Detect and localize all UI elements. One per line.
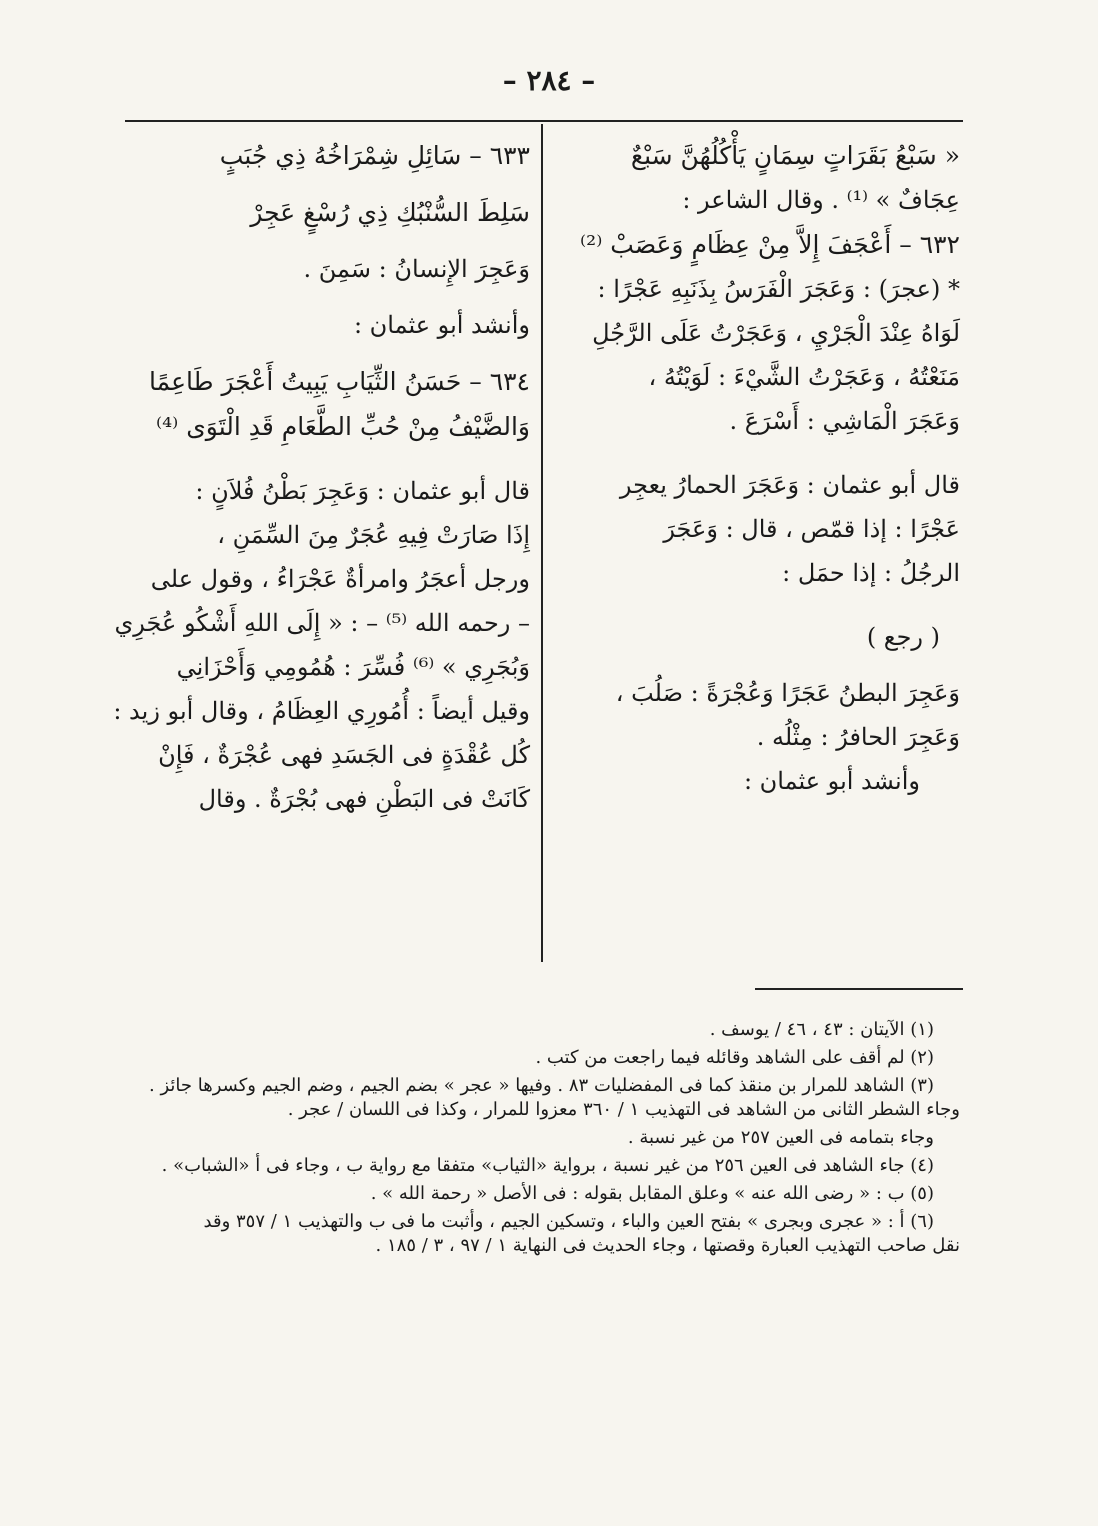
footnote-6: (٦) أ : « عجرى وبجرى » بفتح العين والباء ، وتسكين الجيم ، وأثبت ما فى ب والتهذيب ١ / ٣٥٧ وقد <box>203 1211 934 1232</box>
footnote-5: (٥) ب : « رضى الله عنه » وعلق المقابل بقوله : فى الأصل « رحمة الله » . <box>370 1183 934 1204</box>
left-line-9: ورجل أعجَرُ وامرأةٌ عَجْرَاءُ ، وقول على <box>150 565 530 593</box>
left-line-7: قال أبو عثمان : وَعَجِرَ بَطْنُ فُلاَنٍ : <box>195 477 530 505</box>
footnote-3-cont-2: وجاء بتمامه فى العين ٢٥٧ من غير نسبة . <box>627 1127 934 1148</box>
footnote-4: (٤) جاء الشاهد فى العين ٢٥٦ من غير نسبة ، برواية «الثياب» متفقا مع رواية ب ، وجاء فى أ «الشباب» . <box>161 1155 934 1176</box>
left-line-11: وَبُجَرِي » ⁽⁶⁾ فُسِّرَ : هُمُومِي وَأَحْزَانِي <box>176 653 530 681</box>
footnote-3: (٣) الشاهد للمرار بن منقذ كما فى المفضليات ٨٣ . وفيها « عجر » بضم الجيم ، وضم الجيم وكسرها جائز . <box>149 1075 934 1096</box>
section-heading: ( رجع ) <box>866 623 940 651</box>
right-line-5: لَوَاهُ عِنْدَ الْجَرْيِ ، وَعَجَرْتُ عَلَى الرَّجُلِ <box>592 319 960 347</box>
right-line-1: « سَبْعُ بَقَرَاتٍ سِمَانٍ يَأْكُلُهُنَّ سَبْعٌ <box>630 141 960 170</box>
left-line-14: كَانَتْ فى البَطْنِ فهى بُجْرَةٌ . وقال <box>198 785 530 813</box>
left-line-4: وأنشد أبو عثمان : <box>353 311 530 339</box>
left-line-12: وقيل أيضاً : أُمُورِي العِظَامُ ، وقال أبو زيد : <box>113 697 530 725</box>
footnote-6-cont: نقل صاحب التهذيب العبارة وقصتها ، وجاء الحديث فى النهاية ١ / ٩٧ ، ٣ / ١٨٥ . <box>375 1235 960 1256</box>
right-line-7: وَعَجَرَ الْمَاشِي : أَسْرَعَ . <box>729 407 960 435</box>
left-line-2: سَلِطَ السُّنْبُكِ ذِي رُسْغٍ عَجِرْ <box>250 198 530 227</box>
right-line-2: عِجَافٌ » ⁽¹⁾ . وقال الشاعر : <box>682 186 960 214</box>
right-line-14: وأنشد أبو عثمان : <box>743 767 920 795</box>
footnote-rule <box>755 988 963 990</box>
footnote-2: (٢) لم أقف على الشاهد وقائله فيما راجعت من كتب . <box>535 1047 934 1068</box>
left-line-10: – رحمه الله ⁽⁵⁾ – : « إِلَى اللهِ أَشْكُو عُجَرِي <box>114 609 530 637</box>
footnote-1: (١) الآيتان : ٤٣ ، ٤٦ / يوسف . <box>709 1019 934 1040</box>
right-line-9: عَجْرًا : إذا قمّص ، قال : وَعَجَرَ <box>663 515 960 543</box>
left-line-6: وَالضَّيْفُ مِنْ حُبِّ الطَّعَامِ قَدِ الْتَوَى ⁽⁴⁾ <box>155 412 530 441</box>
column-divider <box>541 124 543 962</box>
right-line-13: وَعَجِرَ الحافرُ : مِثْلُه . <box>756 723 960 751</box>
right-line-3: ٦٣٢ – أَعْجَفَ إِلاَّ مِنْ عِظَامٍ وَعَصَبْ ⁽²⁾ <box>580 230 960 259</box>
left-line-8: إِذَا صَارَتْ فِيهِ عُجَرٌ مِنَ السِّمَنِ ، <box>217 521 530 549</box>
left-line-5: ٦٣٤ – حَسَنُ الثِّيَابِ يَبِيتُ أَعْجَرَ طَاعِمًا <box>149 367 530 396</box>
right-line-10: الرجُلُ : إذا حمَل : <box>782 559 960 587</box>
right-line-4: * (عجرَ) : وَعَجَرَ الْفَرَسُ بِذَنَبِهِ عَجْرًا : <box>597 275 960 303</box>
right-column <box>560 140 960 796</box>
right-line-8: قال أبو عثمان : وَعَجَرَ الحمارُ يعجِر <box>619 471 960 499</box>
right-line-6: مَنَعْتُهُ ، وَعَجَرْتُ الشَّيْءَ : لَوَيْتُهُ ، <box>648 363 960 391</box>
page-number: – ٢٨٤ – <box>502 64 596 97</box>
left-line-13: كُل عُقْدَةٍ فى الجَسَدِ فهى عُجْرَةٌ ، فَإِنْ <box>158 741 530 769</box>
footnotes <box>140 1018 960 1262</box>
left-line-1: ٦٣٣ – سَائِلِ شِمْرَاخُهُ ذِي جُبَبٍ <box>219 141 530 170</box>
left-column <box>113 140 530 814</box>
footnote-3-cont-1: وجاء الشطر الثانى من الشاهد فى التهذيب ١ / ٣٦٠ معزوا للمرار ، وكذا فى اللسان / عجر . <box>287 1099 960 1120</box>
header-rule <box>125 120 963 122</box>
right-line-12: وَعَجِرَ البطنُ عَجَرًا وَعُجْرَةً : صَلُبَ ، <box>615 679 960 707</box>
left-line-3: وَعَجِرَ الإِنسانُ : سَمِنَ . <box>303 255 530 283</box>
